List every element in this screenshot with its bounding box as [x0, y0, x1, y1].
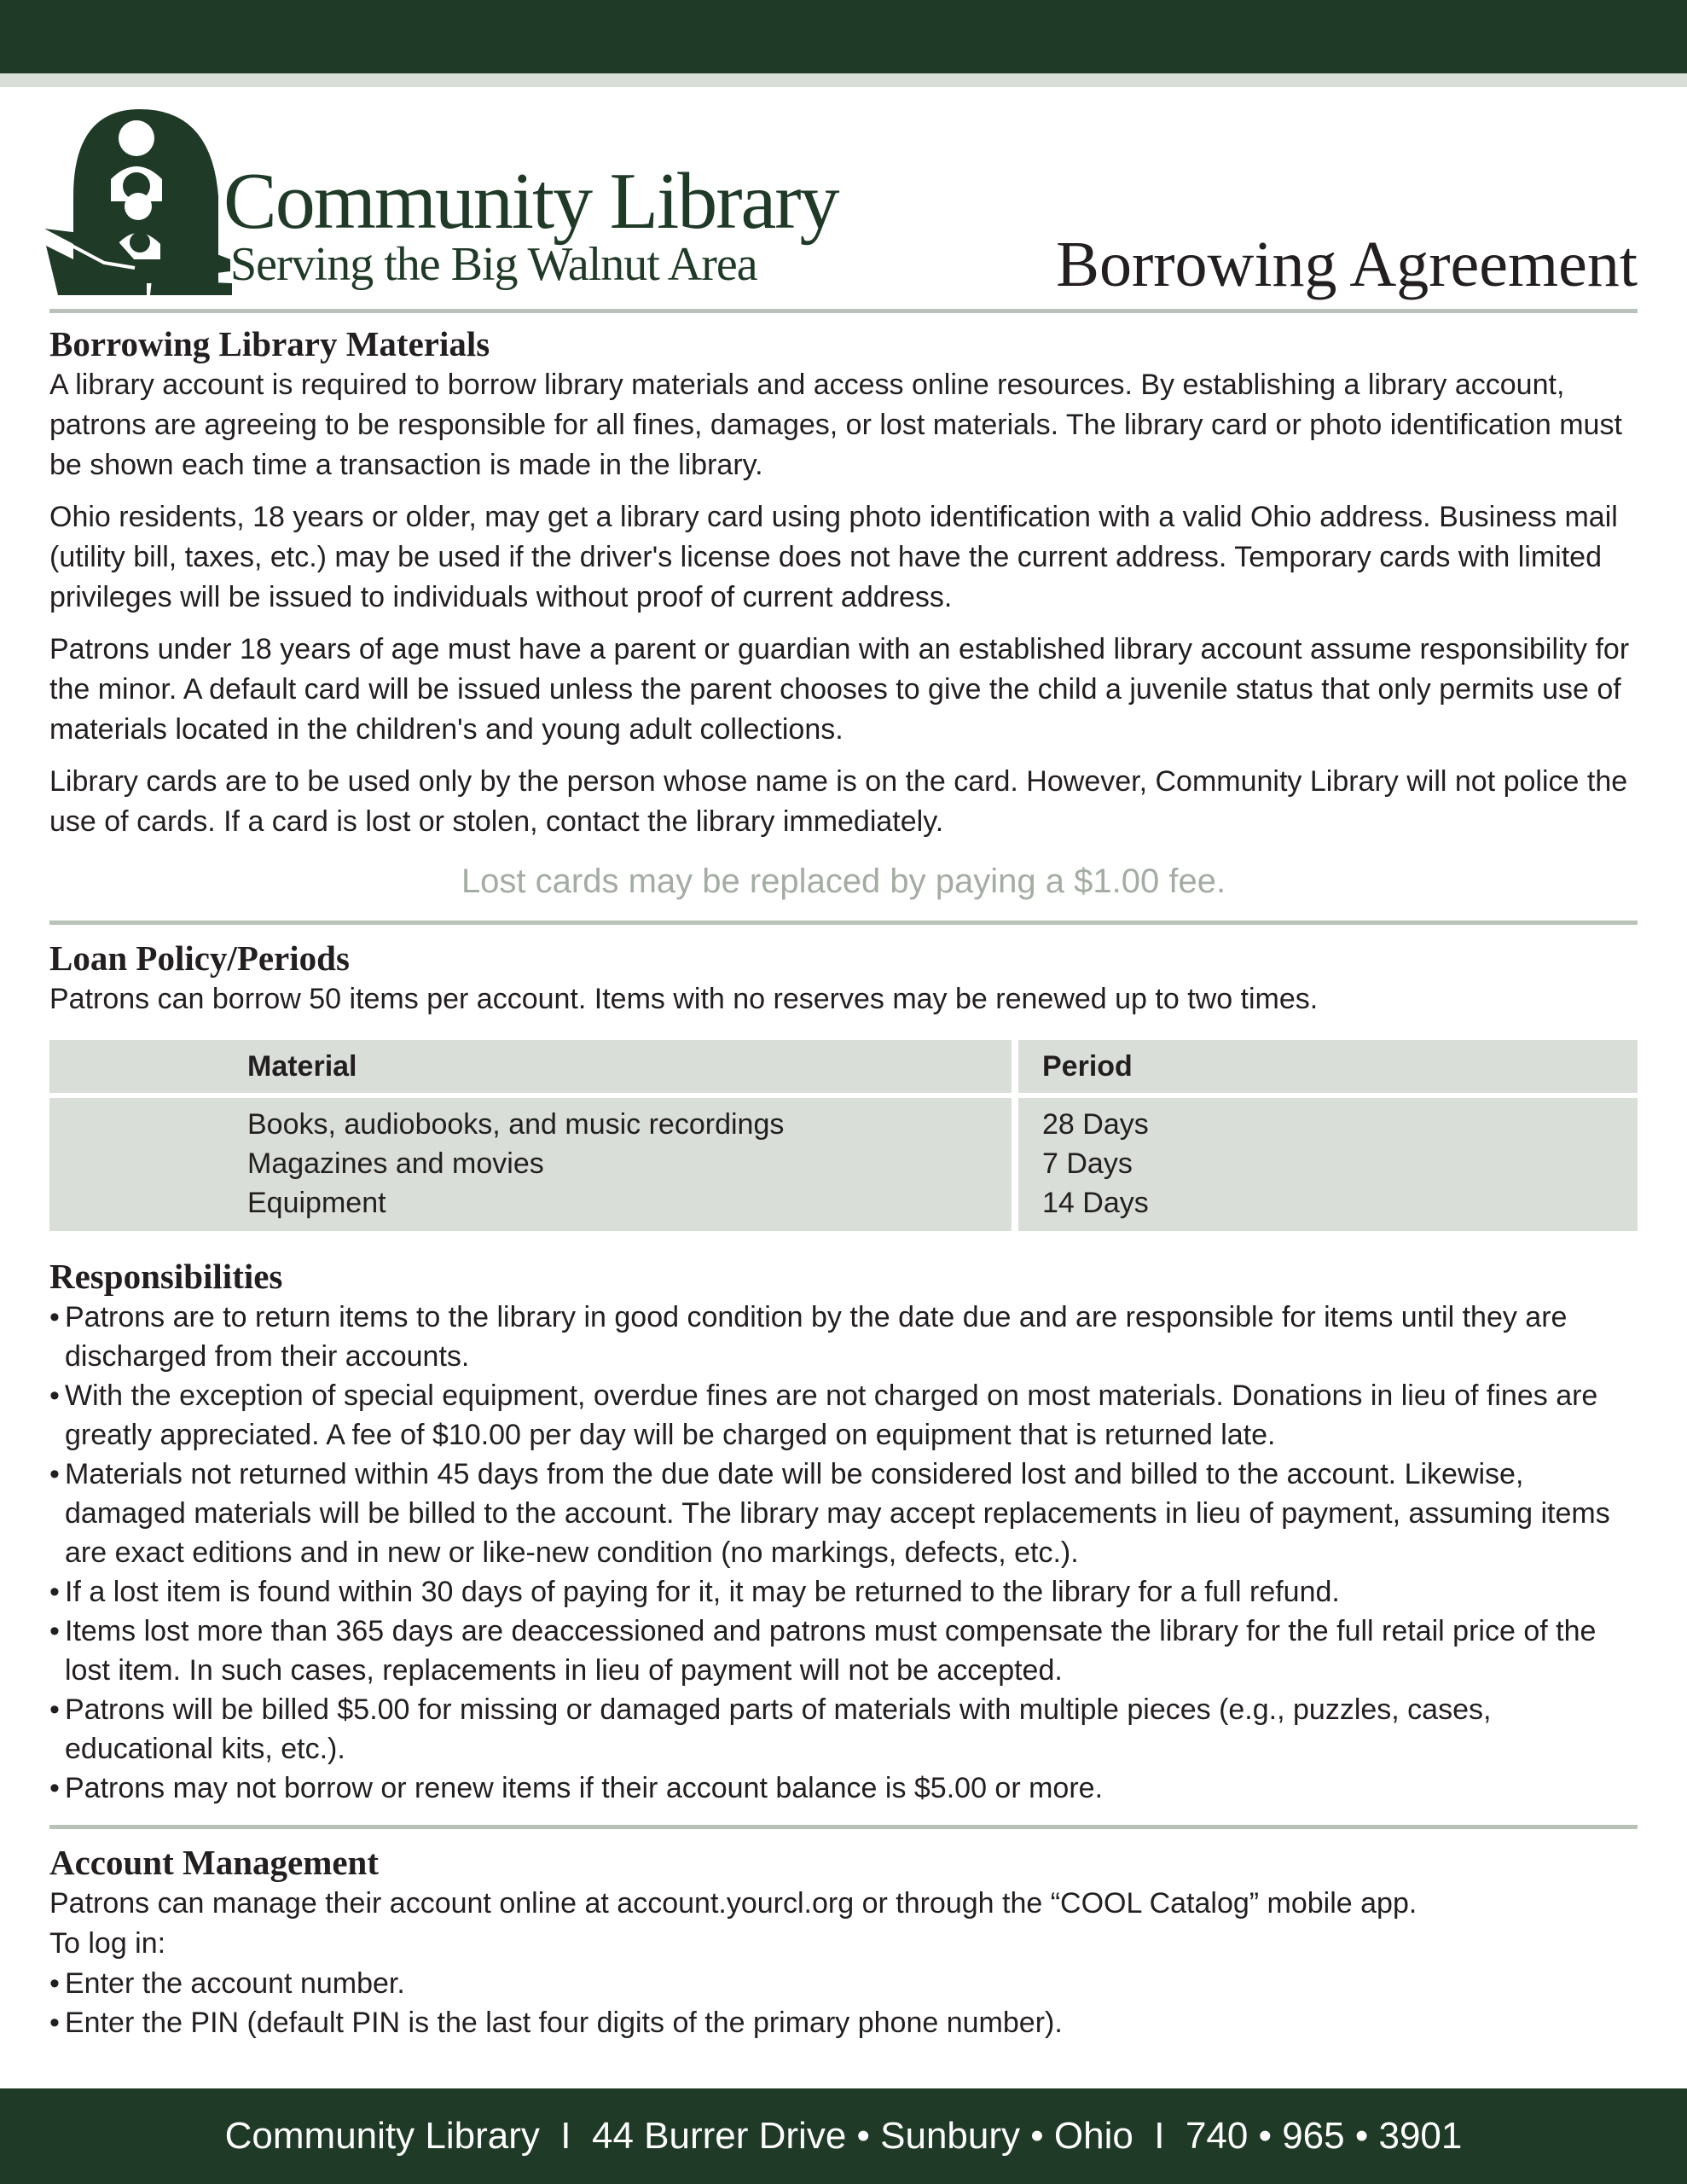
borrowing-section: [49, 322, 1638, 905]
table-header-cell: [1018, 1040, 1638, 1093]
responsibilities-list: [49, 1298, 1638, 1808]
borrowing-paragraph: Patrons under 18 years of age must have a parent or guardian with an established library account assume responsibility for the minor. A default card will be issued unless the parent chooses to give the child a juvenile status that only permits use of materials located in the children's and young adult collections.: [49, 633, 1630, 746]
bullet-icon: •: [49, 1458, 60, 1490]
list-item: • Enter the account number.: [49, 1964, 1638, 2003]
bullet-icon: •: [49, 2007, 60, 2039]
responsibilities-title: Responsibilities: [49, 1257, 283, 1296]
table-header-cell: [49, 1040, 1018, 1093]
material-column: [49, 1098, 1018, 1231]
bullet-icon: •: [49, 1772, 60, 1804]
org-name: Community Library: [223, 157, 838, 246]
period-column: [1018, 1098, 1638, 1231]
bullet-icon: •: [49, 1301, 60, 1333]
borrowing-paragraph: Library cards are to be used only by the person whose name is on the card. However, Community Library will not police the use of cards. If a card is lost or stolen, contact the library immediately.: [49, 765, 1628, 838]
period-cell: 7 Days: [1042, 1147, 1133, 1180]
material-cell: Magazines and movies: [247, 1147, 544, 1180]
bullet-icon: •: [49, 1693, 60, 1726]
material-header: Material: [247, 1050, 357, 1083]
borrowing-title: Borrowing Library Materials: [49, 324, 490, 363]
borrowing-paragraph: Ohio residents, 18 years or older, may get a library card using photo identification with a valid Ohio address. Business mail (utility bill, taxes, etc.) may be used if the driver's license does not have the current address. Temporary cards with limited privileges will be issued to individuals without proof of current address.: [49, 501, 1618, 613]
table-header-row: [49, 1040, 1638, 1093]
top-banner-bar: [0, 0, 1687, 73]
bullet-icon: •: [49, 1380, 60, 1412]
period-header: Period: [1042, 1050, 1133, 1083]
account-intro: Patrons can manage their account online at account.yourcl.org or through the “COOL Catalog” mobile app.: [49, 1887, 1417, 1920]
org-tagline: Serving the Big Walnut Area: [230, 238, 757, 291]
responsibilities-section: [49, 1255, 1638, 1808]
period-cell: 28 Days: [1042, 1108, 1149, 1141]
section-divider: [49, 921, 1638, 925]
bullet-icon: •: [49, 1967, 60, 2000]
library-family-reading-logo-icon: [41, 101, 237, 299]
login-steps-list: [49, 1964, 1638, 2042]
list-item: • Patrons will be billed $5.00 for missing or damaged parts of materials with multiple pieces (e.g., puzzles, cases, educational kits, etc.).: [49, 1690, 1638, 1769]
account-title: Account Management: [49, 1843, 380, 1882]
loan-period-table: [49, 1035, 1638, 1236]
lost-card-fee-note: Lost cards may be replaced by paying a $1.00 fee.: [461, 863, 1226, 900]
document-body: [49, 322, 1638, 2042]
login-label: To log in:: [49, 1927, 166, 1960]
header-divider: [49, 309, 1638, 313]
borrowing-paragraph: A library account is required to borrow library materials and access online resources. By establishing a library account, patrons are agreeing to be responsible for all fines, damages, or lost materials. The library card or photo identification must be shown each time a transaction is made in the library.: [49, 369, 1622, 481]
footer-contact-bar: Community Library I 44 Burrer Drive • Sunbury • Ohio I 740 • 965 • 3901: [0, 2088, 1687, 2184]
bullet-icon: •: [49, 1615, 60, 1647]
list-item: • If a lost item is found within 30 days of paying for it, it may be returned to the library for a full refund.: [49, 1572, 1638, 1612]
section-divider: [49, 1825, 1638, 1829]
material-cell: Books, audiobooks, and music recordings: [247, 1108, 785, 1141]
list-item: • Materials not returned within 45 days from the due date will be considered lost and billed to the account. Likewise, damaged materials will be billed to the account. The library may accept replacements in lieu of payment, assuming items are exact editions and in new or like-new condition (no markings, defects, etc.).: [49, 1455, 1638, 1572]
bullet-icon: •: [49, 1576, 60, 1608]
top-accent-stripe: [0, 73, 1687, 87]
loan-section: [49, 937, 1638, 1236]
table-body-row: [49, 1098, 1638, 1231]
list-item: • Patrons may not borrow or renew items if their account balance is $5.00 or more.: [49, 1769, 1638, 1808]
list-item: • With the exception of special equipment, overdue fines are not charged on most materials. Donations in lieu of fines are greatly appreciated. A fee of $10.00 per day will be charged on equipment that is returned late.: [49, 1376, 1638, 1455]
list-item: • Patrons are to return items to the library in good condition by the date due and are responsible for items until they are discharged from their accounts.: [49, 1298, 1638, 1376]
loan-title: Loan Policy/Periods: [49, 938, 350, 978]
account-section: [49, 1841, 1638, 2042]
material-cell: Equipment: [247, 1187, 386, 1219]
list-item: • Enter the PIN (default PIN is the last four digits of the primary phone number).: [49, 2003, 1638, 2042]
loan-intro: Patrons can borrow 50 items per account. Items with no reserves may be renewed up to two times.: [49, 983, 1319, 1015]
period-cell: 14 Days: [1042, 1187, 1149, 1219]
list-item: • Items lost more than 365 days are deaccessioned and patrons must compensate the library for the full retail price of the lost item. In such cases, replacements in lieu of payment will not be accepted.: [49, 1612, 1638, 1690]
document-title: Borrowing Agreement: [1056, 229, 1638, 300]
